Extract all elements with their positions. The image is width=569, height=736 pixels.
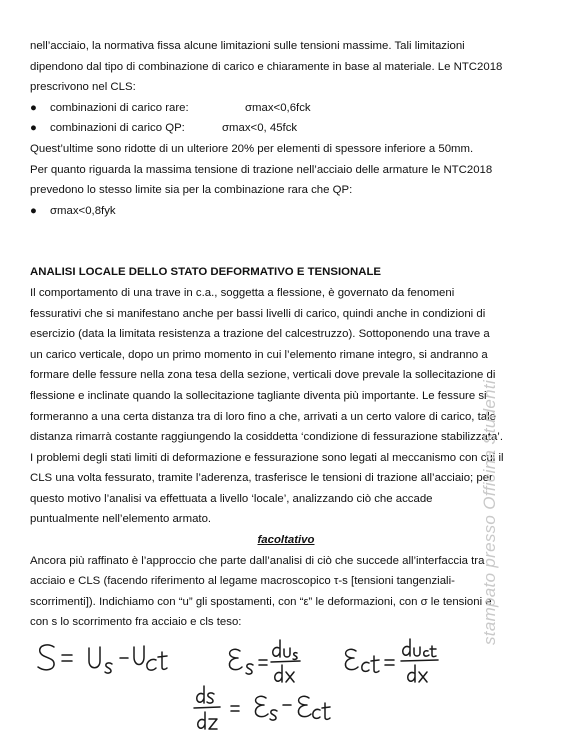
- text-line: I problemi degli stati limiti di deformazione e fessurazione sono legati al meccanismo con cui il: [30, 451, 504, 464]
- bullet-dot: ●: [30, 204, 37, 217]
- text-line: Per quanto riguarda la massima tensione di trazione nell’acciaio delle armature le NTC2018: [30, 163, 493, 176]
- text-line: scorrimenti]). Indichiamo con “u” gli spostamenti, con “ε” le deformazioni, con σ le tensioni e: [30, 595, 492, 608]
- text-line: dipendono dal tipo di combinazione di carico e chiaramente in base al materiale. Le NTC2018: [30, 60, 503, 73]
- text-line: Ancora più raffinato è l’approccio che parte dall’analisi di ciò che succede all’interfaccia tra: [30, 554, 485, 567]
- text-line: Quest’ultime sono ridotte di un ulteriore 20% per elementi di spessore inferiore a 50mm.: [30, 142, 474, 155]
- text-line: nell’acciaio, la normativa fissa alcune limitazioni sulle tensioni massime. Tali limitazioni: [30, 40, 465, 52]
- text-line: puntualmente nell’elemento armato.: [30, 513, 212, 526]
- text-line: acciaio e CLS (facendo riferimento al legame macroscopico τ-s [tensioni tangenziali-: [30, 575, 455, 588]
- text-line: Il comportamento di una trave in c.a., soggetta a flessione, è governato da fenomeni: [30, 286, 455, 299]
- text-line: questo motivo l’analisi va effettuata a livello ‘locale’, analizzando ciò che accade: [30, 492, 433, 505]
- bullet-value: σmax<0, 45fck: [222, 122, 298, 135]
- text-line: prevedono lo stesso limite sia per la combinazione rara che QP:: [30, 184, 353, 197]
- equation-slip-derivative: [194, 686, 330, 729]
- text-line: con s lo scorrimento fra acciaio e cls teso:: [30, 616, 242, 629]
- bullet-value: σmax<0,6fck: [245, 101, 311, 114]
- text-line: formeranno a una certa distanza tra di loro fino a che, arrivati a un certo valore di carico, tale: [30, 410, 496, 423]
- text-line: distanza rimarrà costante raggiungendo la cosiddetta ‘condizione di fessurazione stabilizzata’.: [30, 431, 503, 444]
- equation-strain-concrete: [345, 639, 438, 682]
- watermark: stampato presso Officina Studenti: [480, 379, 499, 645]
- text-line: esercizio (data la limitata resistenza a trazione del calcestruzzo). Sottoponendo una trave a: [30, 328, 490, 341]
- bullet-label: combinazioni di carico rare:: [50, 101, 189, 114]
- equation-slip: [38, 645, 167, 673]
- bullet-dot: ●: [30, 122, 37, 135]
- text-line: prescrivono nel CLS:: [30, 81, 136, 94]
- bullet-label: combinazioni di carico QP:: [50, 122, 185, 135]
- equation-strain-steel: [229, 640, 300, 682]
- bullet-dot: ●: [30, 101, 37, 114]
- text-line: flessione e inclinate quando la sollecitazione tagliante diventa più importante. Le fessure si: [30, 389, 487, 402]
- bullet-label: σmax<0,8fyk: [50, 204, 116, 217]
- text-line: un carico verticale, dopo un primo momento in cui l’elemento rimane integro, si andranno a: [30, 348, 488, 361]
- section-heading: ANALISI LOCALE DELLO STATO DEFORMATIVO E TENSIONALE: [30, 266, 381, 279]
- text-line: CLS una volta fessurato, tramite l’aderenza, trasferisce le tensioni di trazione all’acciaio; per: [30, 472, 493, 485]
- text-line: fessurativi che si manifestano anche per bassi livelli di carico, quindi anche in condizioni di: [30, 307, 486, 320]
- text-line: formare delle fessure nella zona tesa della sezione, verticali dove prevale la sollecitazione di: [30, 369, 496, 382]
- optional-label: facoltativo: [257, 534, 315, 547]
